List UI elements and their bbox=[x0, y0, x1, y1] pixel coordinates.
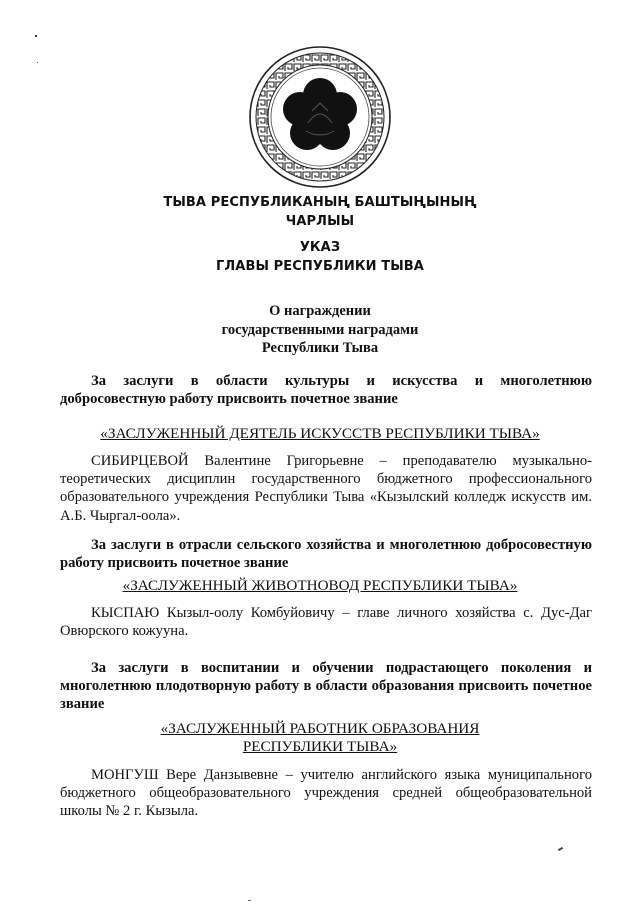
tyva-emblem-icon bbox=[248, 45, 392, 189]
honorary-title: «ЗАСЛУЖЕННЫЙ ЖИВОТНОВОД РЕСПУБЛИКИ ТЫВА» bbox=[122, 577, 518, 594]
scan-speck bbox=[558, 847, 563, 851]
document-type: УКАЗ bbox=[299, 240, 341, 255]
subject-line1: О награждении bbox=[269, 303, 371, 319]
subject-line2: государственными наградами bbox=[221, 322, 419, 338]
scan-speck bbox=[37, 62, 38, 63]
award-recipient-paragraph: КЫСПАЮ Кызыл-оолу Комбуйовичу – главе личного хозяйства с. Дус-Даг Овюрского кожууна. bbox=[60, 605, 592, 640]
scan-speck bbox=[35, 35, 37, 37]
issuer-title: ГЛАВЫ РЕСПУБЛИКИ ТЫВА bbox=[216, 259, 424, 274]
section-preamble: За заслуги в области культуры и искусства и многолетнюю добросовестную работу присвоить почетное звание bbox=[60, 373, 592, 408]
honorary-title-line2: РЕСПУБЛИКИ ТЫВА» bbox=[242, 738, 398, 755]
subject-line3: Республики Тыва bbox=[261, 340, 379, 356]
tyvan-header-line1: ТЫВА РЕСПУБЛИКАНЫҢ БАШТЫҢЫНЫҢ bbox=[163, 195, 477, 210]
section-preamble: За заслуги в отрасли сельского хозяйства и многолетнюю добросовестную работу присвоить почетное звание bbox=[60, 537, 592, 572]
award-recipient-paragraph: МОНГУШ Вере Данзывевне – учителю английского языка муниципального бюджетного общеобразовательного учреждения средней общеобразовательной школы № 2 г. Кызыла. bbox=[60, 767, 592, 820]
section-preamble: За заслуги в воспитании и обучении подрастающего поколения и многолетнюю плодотворную работу в области образования присвоить почетное звание bbox=[60, 660, 592, 713]
honorary-title-line1: «ЗАСЛУЖЕННЫЙ РАБОТНИК ОБРАЗОВАНИЯ bbox=[160, 720, 480, 737]
honorary-title: «ЗАСЛУЖЕННЫЙ ДЕЯТЕЛЬ ИСКУССТВ РЕСПУБЛИКИ ТЫВА» bbox=[100, 425, 540, 442]
award-recipient-paragraph: СИБИРЦЕВОЙ Валентине Григорьевне – преподавателю музыкально-теоретических дисциплин государственного бюджетного профессионального образовательного учреждения Республики Тыва «Кызылский колледж искусств им. А.Б. Чыргал-оола». bbox=[60, 453, 592, 524]
tyvan-header-line2: ЧАРЛЫЫ bbox=[285, 214, 355, 229]
scan-speck bbox=[248, 900, 251, 901]
